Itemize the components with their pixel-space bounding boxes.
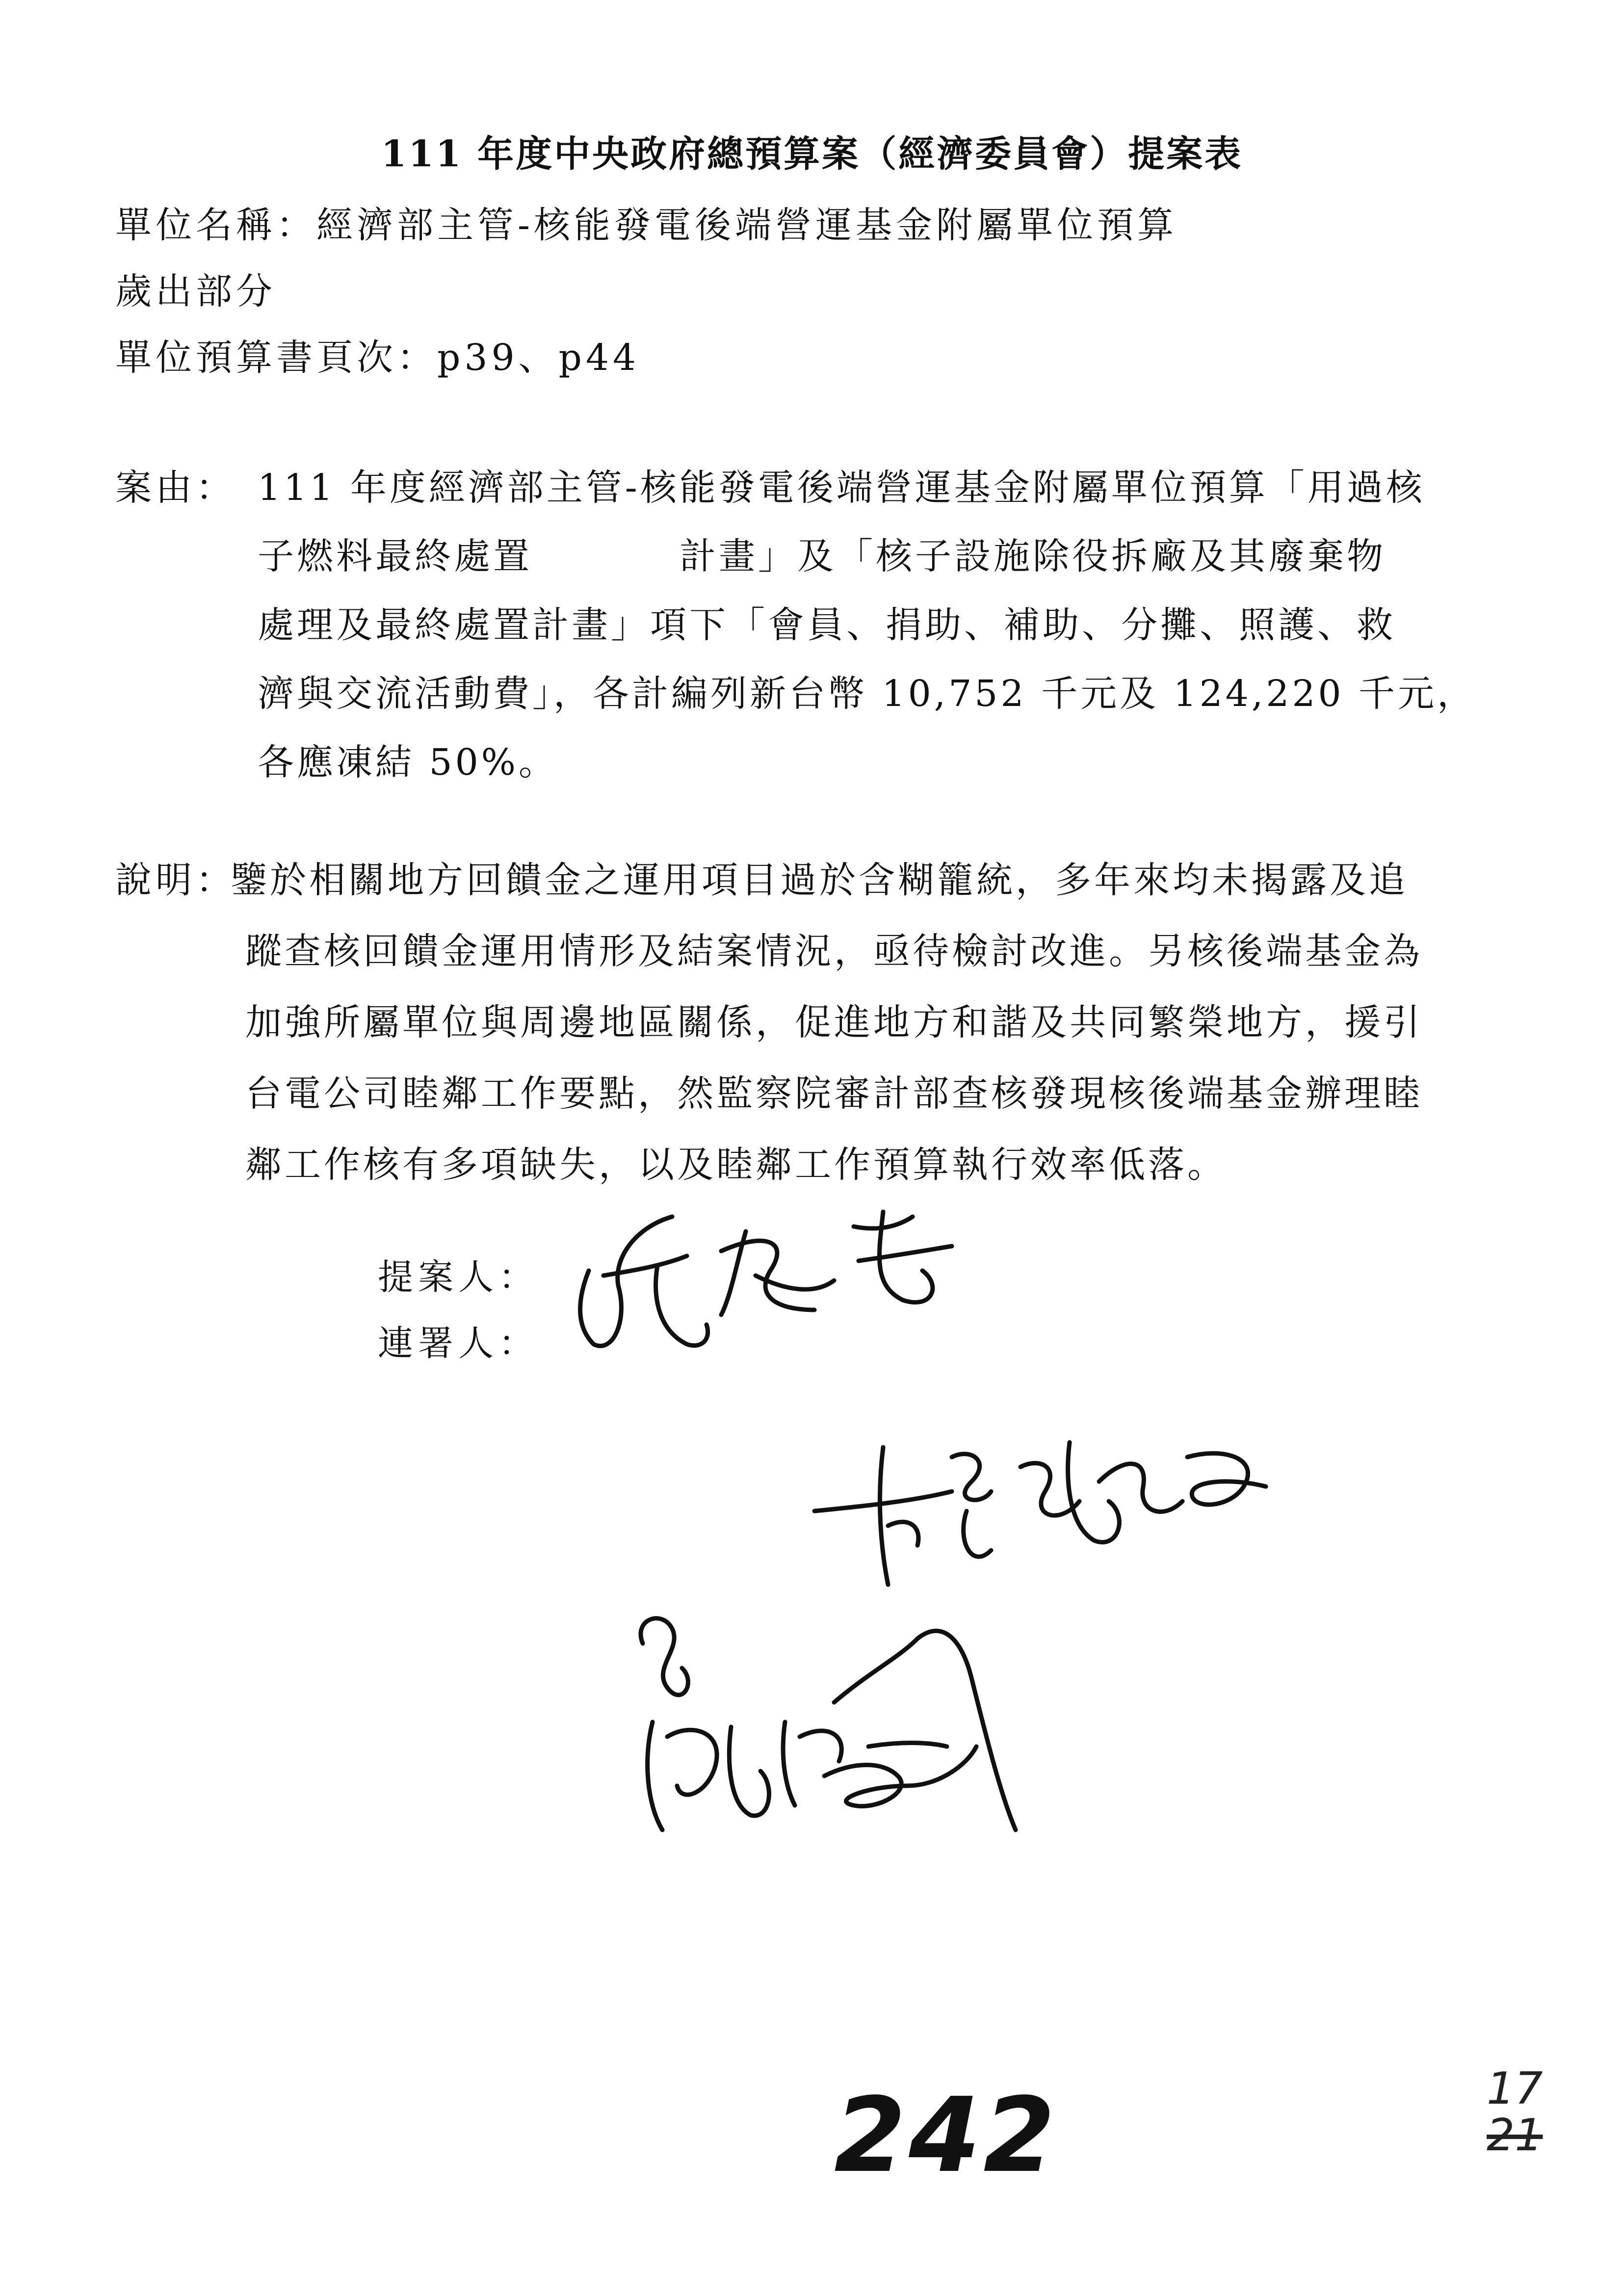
corner-number-bottom: 21 xyxy=(1487,2110,1543,2161)
proposer-label: 提案人： xyxy=(378,1256,539,1298)
cosigner-signature xyxy=(623,1599,1138,1904)
explanation-line: 台電公司睦鄰工作要點，然監察院審計部查核發現核後端基金辦理睦 xyxy=(245,1072,1423,1115)
reason-line xyxy=(258,527,1386,579)
cosigner-label: 連署人： xyxy=(378,1323,539,1364)
corner-number-top: 17 xyxy=(1487,2063,1543,2114)
unit-name-line: 單位名稱：經濟部主管-核能發電後端營運基金附屬單位預算 xyxy=(115,204,1178,246)
reason-line: 濟與交流活動費」，各計編列新台幣 10,752 千元及 124,220 千元， xyxy=(258,673,1477,715)
reason-line-part: 子燃料最終處置 xyxy=(258,535,532,577)
reason-line-part: 計畫」及「核子設施除役拆廠及其廢棄物 xyxy=(680,535,1386,577)
explanation-line: 加強所屬單位與周邊地區關係，促進地方和諧及共同繁榮地方，援引 xyxy=(245,1001,1423,1044)
explanation-line: 蹤查核回饋金運用情形及結案情況，亟待檢討改進。另核後端基金為 xyxy=(245,930,1423,972)
reason-line: 處理及最終處置計畫」項下「會員、捐助、補助、分攤、照護、救 xyxy=(258,604,1396,646)
cosigner-signature xyxy=(805,1428,1285,1590)
reason-label: 案由： xyxy=(115,467,236,509)
explanation-line: 鄰工作核有多項缺失，以及睦鄰工作預算執行效率低落。 xyxy=(245,1144,1227,1186)
document-title: 111 年度中央政府總預算案（經濟委員會）提案表 xyxy=(381,133,1243,175)
reason-line: 111 年度經濟部主管-核能發電後端營運基金附屬單位預算「用過核 xyxy=(258,467,1425,509)
corner-annotation xyxy=(1487,2065,1543,2159)
reason-line: 各應凍結 50%。 xyxy=(258,741,558,783)
expenditure-part-line: 歲出部分 xyxy=(115,270,276,313)
explanation-label: 說明： xyxy=(115,859,236,901)
page-number: 242 xyxy=(834,2075,1058,2195)
budget-pages-line: 單位預算書頁次：p39、p44 xyxy=(115,337,640,379)
explanation-line: 鑒於相關地方回饋金之運用項目過於含糊籠統，多年來均未揭露及追 xyxy=(231,859,1408,901)
proposer-signature xyxy=(559,1197,981,1364)
